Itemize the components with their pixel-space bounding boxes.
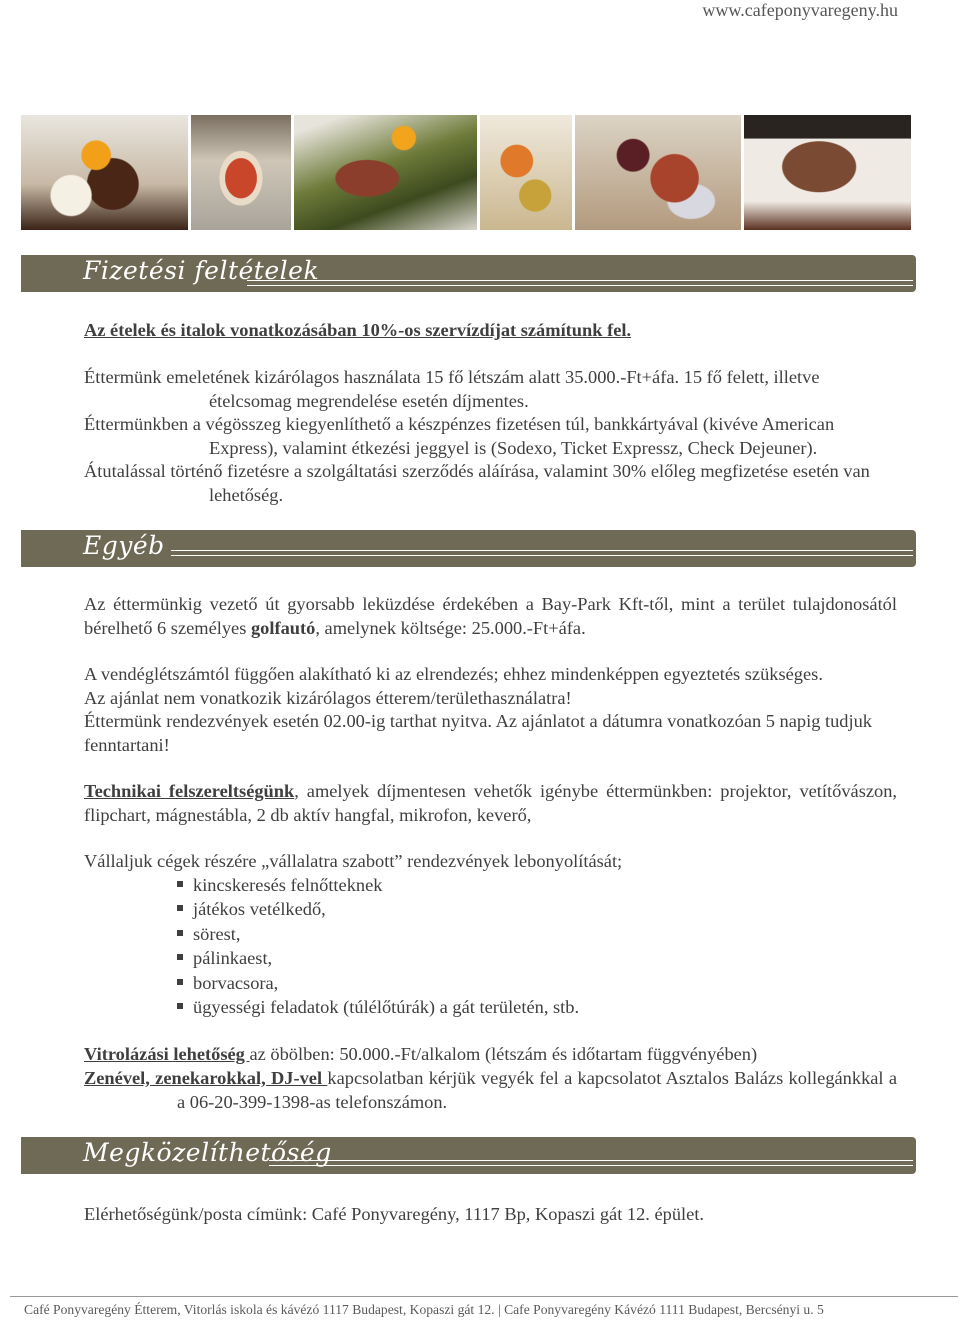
list-item: borvacsora, xyxy=(177,971,579,995)
payment-paragraph-1: Éttermünk emeletének kizárólagos használata 15 fő létszám alatt 35.000.-Ft+áfa. 15 fő felett, illetve ételcsomag megrendelése esetén díjmentes. xyxy=(84,367,820,411)
list-item: sörest, xyxy=(177,922,579,946)
golf-text: Az éttermünkig vezető út gyorsabb leküzdése érdekében a Bay-Park Kft-től, mint a terület tulajdonosától bérelhető 6 személyes xyxy=(84,594,897,638)
technical-equipment-list: , amelyek díjmentesen vehetők igénybe éttermünkben: projektor, vetítővászon, flipchart, mágnestábla, 2 db aktív hangfal, mikrofon, keverő, xyxy=(84,781,898,825)
golf-cart-paragraph xyxy=(84,593,897,640)
music-paragraph xyxy=(84,1067,897,1114)
opening-hours-note: Éttermünk rendezvények esetén 02.00-ig tarthat nyitva. Az ajánlatot a dátumra vonatkozóan 5 napig tudjuk fenntartani! xyxy=(84,711,872,755)
seating-note: A vendéglétszámtól függően alakítható ki az elrendezés; ehhez mindenképpen egyeztetés szükséges. xyxy=(84,664,823,684)
section-header-contact xyxy=(21,1137,916,1174)
section-header-other xyxy=(21,530,916,567)
corporate-events-intro: Vállaljuk cégek részére „vállalatra szabott” rendezvények lebonyolítását; xyxy=(84,851,623,871)
food-photo-banner xyxy=(21,115,911,230)
duck-breast-photo xyxy=(294,115,477,230)
list-item: játékos vetélkedő, xyxy=(177,897,579,921)
sailing-text: az öbölben: 50.000.-Ft/alkalom (létszám és időtartam függvényében) xyxy=(249,1044,758,1064)
service-charge-notice: Az ételek és italok vonatkozásában 10%-os szervízdíjat számítunk fel. xyxy=(84,320,632,340)
chocolate-cake-photo xyxy=(744,115,911,230)
dessert-photo xyxy=(21,115,188,230)
footer-divider xyxy=(10,1296,958,1297)
sailing-paragraph xyxy=(84,1043,897,1067)
golf-cost: , amelynek költsége: 25.000.-Ft+áfa. xyxy=(315,617,586,638)
payment-paragraph-3: Átutalással történő fizetésre a szolgáltatási szerződés aláírása, valamint 30% előleg megfizetése esetén van lehetőség. xyxy=(84,461,870,505)
section-title-payment: Fizetési feltételek xyxy=(83,256,320,285)
section-divider xyxy=(247,280,913,286)
music-label: Zenével, zenekarokkal, DJ-vel xyxy=(84,1068,328,1088)
list-item: pálinkaest, xyxy=(177,946,579,970)
section-title-contact: Megközelíthetőség xyxy=(83,1138,332,1167)
payment-paragraph-2: Éttermünkben a végösszeg kiegyenlíthető a készpénzes fizetésen túl, bankkártyával (kivéve American Express), valamint étkezési jeggyel is (Sodexo, Ticket Expressz, Check Dejeuner). xyxy=(84,414,835,458)
section-title-other: Egyéb xyxy=(83,531,165,560)
exclusive-use-note: Az ajánlat nem vonatkozik kizárólagos étterem/területhasználatra! xyxy=(84,688,572,708)
corporate-events-list xyxy=(177,873,579,1019)
side-dish-photo xyxy=(480,115,572,230)
section-header-payment xyxy=(21,255,916,292)
website-url[interactable]: www.cafeponyvaregeny.hu xyxy=(702,0,898,20)
list-item: ügyességi feladatok (túlélőtúrák) a gát területén, stb. xyxy=(177,995,579,1019)
technical-equipment-paragraph xyxy=(84,780,897,827)
soup-photo xyxy=(191,115,291,230)
section-divider xyxy=(269,1160,913,1166)
contact-address: Elérhetőségünk/posta címünk: Café Ponyvaregény, 1117 Bp, Kopaszi gát 12. épület. xyxy=(84,1204,705,1224)
technical-equipment-label: Technikai felszereltségünk xyxy=(84,781,295,801)
page-footer: Café Ponyvaregény Étterem, Vitorlás iskola és kávézó 1117 Budapest, Kopaszi gát 12. | Cafe Ponyvaregény Kávézó 1111 Budapest, Bercsényi u. 5 xyxy=(24,1302,824,1317)
music-contact-text: kapcsolatban kérjük vegyék fel a kapcsolatot Asztalos Balázs kollegánkkal a a 06-20-399-1398-as telefonszámon. xyxy=(177,1068,897,1112)
list-item: kincskeresés felnőtteknek xyxy=(177,873,579,897)
section-divider xyxy=(171,550,913,556)
meat-dish-photo xyxy=(575,115,742,230)
sailing-label: Vitrolázási lehetőség xyxy=(84,1044,250,1064)
golf-cart-term: golfautó xyxy=(250,617,316,638)
